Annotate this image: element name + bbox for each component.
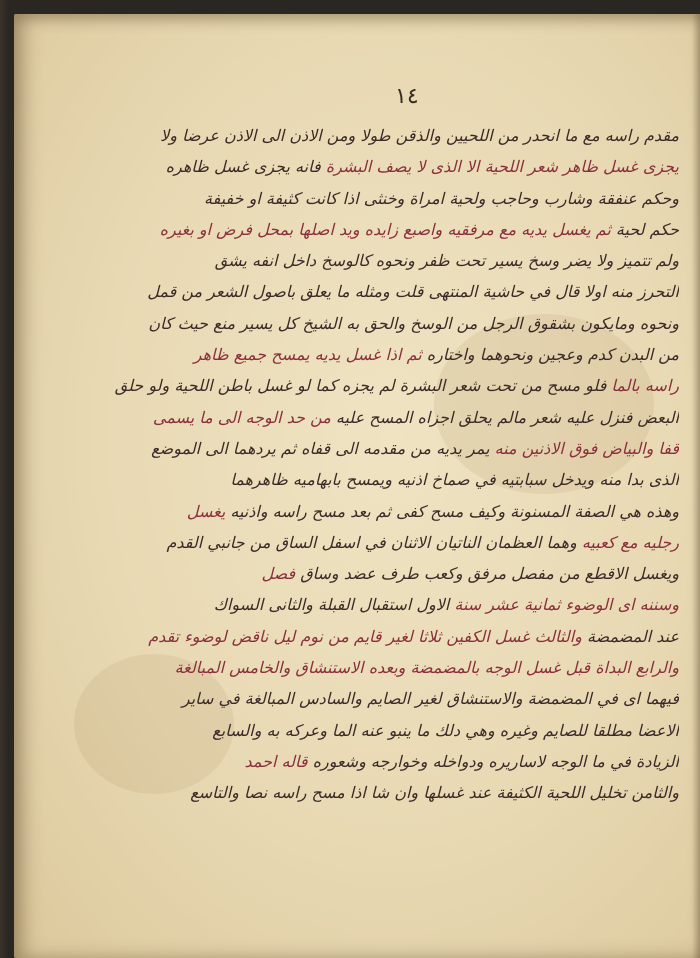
body-text: والثامن تخليل اللحية الكثيفة عند غسلها وان شا اذا مسح راسه نصا والتاسع [190, 783, 679, 803]
body-text: وحكم عنفقة وشارب وحاجب ولحية امراة وخنثى اذا كانت كثيفة او خفيفة [204, 188, 679, 208]
rubric-text: قفا والبياض فوق الاذنين منه [489, 438, 679, 458]
page-edge-shadow [692, 14, 700, 958]
rubric-text: فصل [261, 564, 296, 584]
rubric-text: راسه بالما [606, 376, 679, 396]
body-text: البعض فنزل عليه شعر مالم يحلق اجزاه المسح عليه [330, 407, 679, 427]
text-line [104, 214, 679, 245]
text-line [104, 151, 679, 182]
body-text: وهذه هي الصفة المسنونة وكيف مسح كفى ثم بعد مسح راسه واذنيه [225, 501, 679, 521]
body-text: فيهما اى في المضمضة والاستنشاق لغير الصايم والسادس المبالغة في ساير [181, 689, 679, 709]
text-line [104, 308, 679, 339]
body-text: الاول استقبال القبلة والثانى السواك [213, 595, 450, 615]
rubric-text: يغسل [186, 501, 226, 521]
body-text: الاعضا مطلقا للصايم وغيره وهي دلك ما ينبو عنه الما وعركه به والسابع [212, 720, 679, 740]
body-text: من البدن كدم وعجين ونحوهما واختاره [421, 345, 679, 365]
body-text: فانه يجزى غسل ظاهره [165, 157, 326, 177]
text-line [104, 496, 679, 527]
manuscript-text [104, 120, 679, 809]
text-line [104, 777, 679, 808]
text-line [104, 652, 679, 683]
body-text: الذى بدا منه ويدخل سبابتيه في صماخ اذنيه ويمسح بابهاميه ظاهرهما [230, 470, 679, 490]
body-text: حكم لحية [610, 219, 679, 239]
text-line [104, 527, 679, 558]
body-text: يمر يديه من مقدمه الى قفاه ثم يردهما الى الموضع [151, 438, 490, 458]
body-text: ونحوه ومايكون بشقوق الرجل من الوسخ والحق به الشيخ كل يسير منع حيث كان [148, 313, 679, 333]
text-line [104, 370, 679, 401]
text-line [104, 464, 679, 495]
rubric-text: ثم يغسل يديه مع مرفقيه واصبع زايده ويد اصلها بمحل فرض او بغيره [159, 219, 611, 239]
body-text: الزيادة في ما الوجه لاساريره ودواخله وخوارجه وشعوره [307, 751, 679, 771]
body-text: فلو مسح من تحت شعر البشرة لم يجزه كما لو غسل باطن اللحية ولو حلق [114, 376, 607, 396]
text-line [104, 746, 679, 777]
text-line [104, 276, 679, 307]
rubric-text: والثالث غسل الكفين ثلاثا لغير قايم من نوم ليل ناقض لوضوء تقدم [148, 626, 582, 646]
text-line [104, 715, 679, 746]
rubric-text: ثم اذا غسل يديه يمسح جميع ظاهر [193, 345, 422, 365]
text-line [104, 245, 679, 276]
body-text: مقدم راسه مع ما انحدر من اللحيين والذقن طولا ومن الاذن الى الاذن عرضا ولا [160, 126, 679, 145]
body-text: عند المضمضة [581, 626, 679, 646]
text-line [104, 402, 679, 433]
text-line [104, 183, 679, 214]
body-text: ويغسل الاقطع من مفصل مرفق وكعب طرف عضد وساق [295, 564, 679, 584]
rubric-text: وسننه اى الوضوء ثمانية عشر سنة [449, 595, 679, 615]
rubric-text: يجزى غسل ظاهر شعر اللحية الا الذى لا يصف البشرة [325, 157, 679, 177]
text-line [104, 339, 679, 370]
body-text: ولم تتميز ولا يضر وسخ يسير تحت ظفر ونحوه كالوسخ داخل انفه يشق [214, 251, 679, 271]
rubric-text: رجليه مع كعبيه [576, 532, 679, 552]
body-text: التحرز منه اولا قال في حاشية المنتهى قلت ومثله ما يعلق باصول الشعر من قمل [147, 282, 679, 302]
text-line [104, 433, 679, 464]
text-line [104, 683, 679, 714]
text-line [104, 558, 679, 589]
rubric-text: والرابع البداة قبل غسل الوجه بالمضمضة وبعده الاستنشاق والخامس المبالغة [174, 658, 679, 678]
text-line [104, 120, 679, 151]
page-number: ١٤ [395, 84, 419, 109]
rubric-text: قاله احمد [244, 751, 308, 771]
body-text: وهما العظمان الناتيان الاثنان في اسفل الساق من جانبي القدم [166, 532, 577, 552]
rubric-text: من حد الوجه الى ما يسمى [152, 407, 331, 427]
text-line [104, 589, 679, 620]
text-line [104, 621, 679, 652]
